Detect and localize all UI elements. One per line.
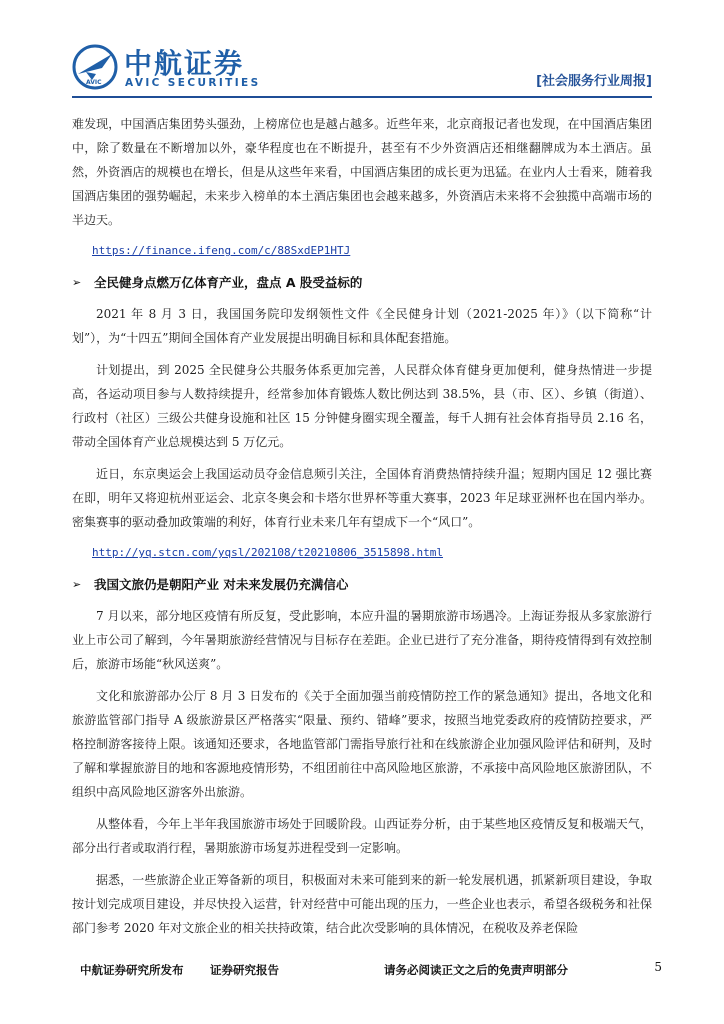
logo-badge: AVIC (86, 79, 102, 86)
logo-english-name: AVIC SECURITIES (125, 77, 261, 89)
source-link-ifeng[interactable]: https://finance.ifeng.com/c/88SxdEP1HTJ (92, 244, 351, 257)
logo-chinese-name: 中航证券 (124, 47, 245, 80)
footer-report-type: 证券研究报告 (210, 963, 279, 977)
section-heading-text: 我国文旅仍是朝阳产业 对未来发展仍充满信心 (94, 577, 349, 592)
paragraph-hotel-groups: 难发现，中国酒店集团势头强劲，上榜席位也是越占越多。近些年来，北京商报记者也发现，在中国酒店集团中，除了数量在不断增加以外，豪华程度也在不断提升，甚至有不少外资酒店还相继翻牌成为本土酒店。虽然，外资酒店的规模也在增长，但是从这些年来看，中国酒店集团的成长更为迅猛。在业内人士看来，随着我国酒店集团的强势崛起，未来步入榜单的本土酒店集团也会越来越多，外资酒店未来将不会独揽中高端市场的半边天。 (72, 117, 652, 227)
arrow-bullet-icon: ➢ (72, 578, 82, 591)
footer-disclaimer: 请务必阅读正文之后的免责声明部分 (384, 963, 568, 977)
page-number: 5 (654, 960, 662, 974)
footer-publisher: 中航证券研究所发布 (80, 963, 184, 977)
header-divider (72, 96, 652, 98)
paragraph-tourism-overall: 从整体看，今年上半年我国旅游市场处于回暖阶段。山西证券分析，由于某些地区疫情反复和极端天气，部分出行者或取消行程，暑期旅游市场复苏进程受到一定影响。 (72, 817, 652, 855)
paragraph-fitness-targets: 计划提出，到 2025 全民健身公共服务体系更加完善，人民群众体育健身更加便利，健身热情进一步提高，各运动项目参与人数持续提升，经常参加体育锻炼人数比例达到 38.5%，县（市、区）、乡镇（街道）、行政村（社区）三级公共健身设施和社区 15 分钟健身圈实现全覆盖，每千人拥有社会体育指导员 2.16 名，带动全国体育产业总规模达到 5 万亿元。 (72, 363, 652, 449)
page-footer (72, 958, 662, 982)
paragraph-tourism-projects: 据悉，一些旅游企业正筹备新的项目，积极面对未来可能到来的新一轮发展机遇，抓紧新项目建设，争取按计划完成项目建设，并尽快投入运营，针对经营中可能出现的压力，一些企业也表示，希望各级税务和社保部门参考 2020 年对文旅企业的相关扶持政策，结合此次受影响的具体情况，在税收及养老保险 (72, 873, 652, 935)
paragraph-fitness-plan: 2021 年 8 月 3 日，我国国务院印发纲领性文件《全民健身计划（2021-2025 年）》（以下简称“计划”），为“十四五”期间全国体育产业发展提出明确目标和具体配套措施。 (72, 307, 652, 345)
paragraph-sports-events: 近日，东京奥运会上我国运动员夺金信息频引关注，全国体育消费热情持续升温；短期内国足 12 强比赛在即，明年又将迎杭州亚运会、北京冬奥会和卡塔尔世界杯等重大赛事，2023 年足球亚洲杯也在国内举办。密集赛事的驱动叠加政策端的利好，体育行业未来几年有望成下一个“风口”。 (72, 467, 652, 529)
report-body (72, 112, 652, 948)
report-category-tag: [社会服务行业周报] (536, 74, 652, 89)
paragraph-tourism-notice: 文化和旅游部办公厅 8 月 3 日发布的《关于全面加强当前疫情防控工作的紧急通知》提出，各地文化和旅游监管部门指导 A 级旅游景区严格落实“限量、预约、错峰”要求，按照当地党委政府的疫情防控要求，严格控制游客接待上限。该通知还要求，各地监管部门需指导旅行社和在线旅游企业加强风险评估和研判，及时了解和掌握旅游目的地和客源地疫情形势，不组团前往中高风险地区旅游，不承接中高风险地区旅游团队，不组织中高风险地区游客外出旅游。 (72, 689, 652, 799)
avic-logo-icon (72, 44, 118, 90)
arrow-bullet-icon: ➢ (72, 276, 82, 289)
section-heading-tourism (72, 574, 652, 596)
section-heading-text: 全民健身点燃万亿体育产业，盘点 A 股受益标的 (94, 275, 363, 290)
source-link-stcn[interactable]: http://yq.stcn.com/yqsl/202108/t20210806_3515898.html (92, 546, 443, 559)
section-heading-fitness (72, 272, 652, 294)
page-header (72, 40, 652, 96)
paragraph-tourism-summer: 7 月以来，部分地区疫情有所反复，受此影响，本应升温的暑期旅游市场遇冷。上海证券报从多家旅游行业上市公司了解到，今年暑期旅游经营情况与目标存在差距。企业已进行了充分准备，期待疫情得到有效控制后，旅游市场能“秋风送爽”。 (72, 609, 652, 671)
